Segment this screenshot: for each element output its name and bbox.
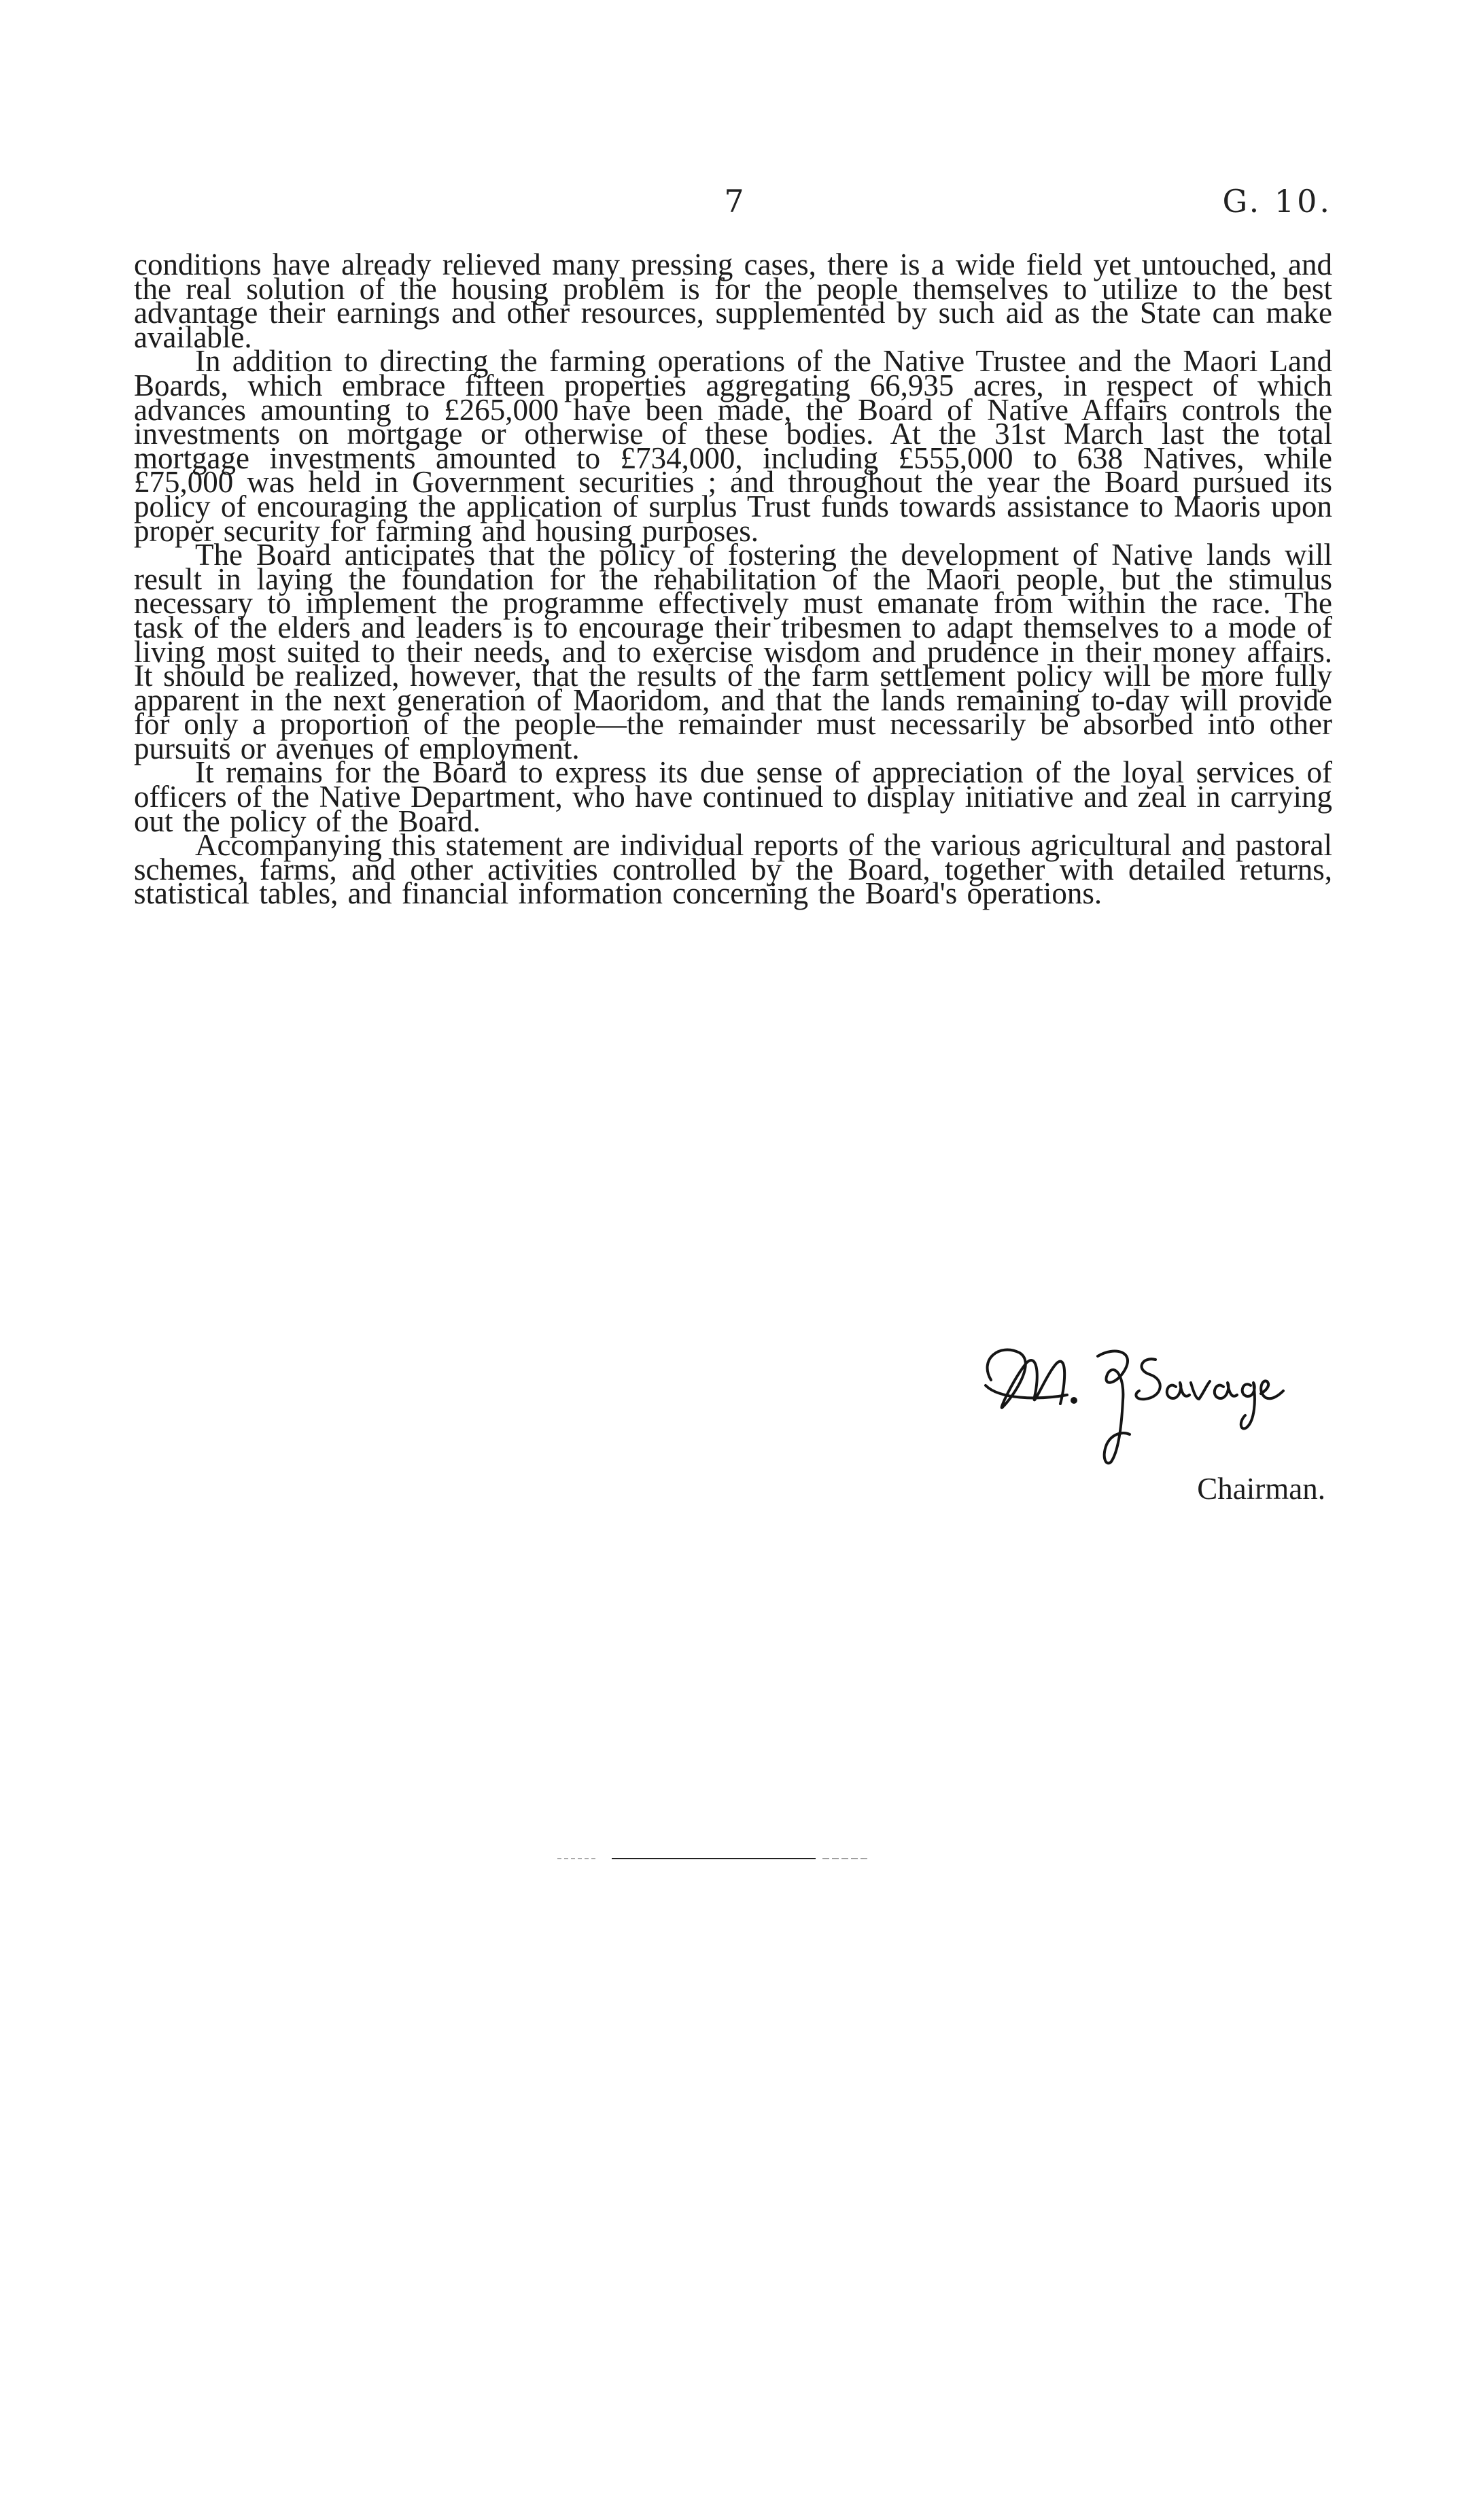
end-rule-divider <box>557 1857 870 1860</box>
paragraph-appreciation: It remains for the Board to express its due sense of appreciation of the loyal services of officers of the Native Department, who have continued to display initiative and zeal in carrying out the policy of the Board. <box>134 755 1332 838</box>
paragraph-housing: conditions have already relieved many pressing cases, there is a wide field yet untouched, and the real solution of the housing problem is for the people themselves to utilize to the best advantage their earnings and other resources, supplemented by such aid as the State can make available. <box>134 247 1332 354</box>
signature-block <box>972 1332 1325 1530</box>
paragraph-rehabilitation: The Board anticipates that the policy of fostering the development of Native lands will result in laying the foundation for the rehabilitation of the Maori people, but the stimulus necessary to implement the programme effectively must emanate from within the race. The task of the elders and leaders is to encourage their tribesmen to adapt themselves to a mode of living most suited to their needs, and to exercise wisdom and prudence in their money affairs. It should be realized, however, that the results of the farm settlement policy will be more fully apparent in the next generation of Maoridom, and that the lands remaining to-day will provide for only a proportion of the people—the remainder must necessarily be absorbed into other pursuits or avenues of employment. <box>134 538 1332 765</box>
paragraph-investments: In addition to directing the farming operations of the Native Trustee and the Maori Land Boards, which embrace fifteen properties aggregating 66,935 acres, in respect of which advances amounting to £265,000 have been made, the Board of Native Affairs controls the investments on mortgage or otherwise of these bodies. At the 31st March last the total mortgage investments amounted to £734,000, including £555,000 to 638 Natives, while £75,000 was held in Government securities ; and throughout the year the Board pursued its policy of encouraging the application of surplus Trust funds towards assistance to Maoris upon proper security for farming and housing purposes. <box>134 344 1332 548</box>
handwritten-signature <box>972 1332 1291 1468</box>
page-number: 7 <box>724 183 744 220</box>
signatory-title: Chairman. <box>1197 1472 1325 1506</box>
body-text <box>134 247 1332 911</box>
document-reference: G. 10. <box>1222 183 1332 220</box>
paragraph-accompanying-reports: Accompanying this statement are individual reports of the various agricultural and pastoral schemes, farms, and other activities controlled by the Board, together with detailed returns, statistical tables, and financial information concerning the Board's operations. <box>134 828 1332 911</box>
